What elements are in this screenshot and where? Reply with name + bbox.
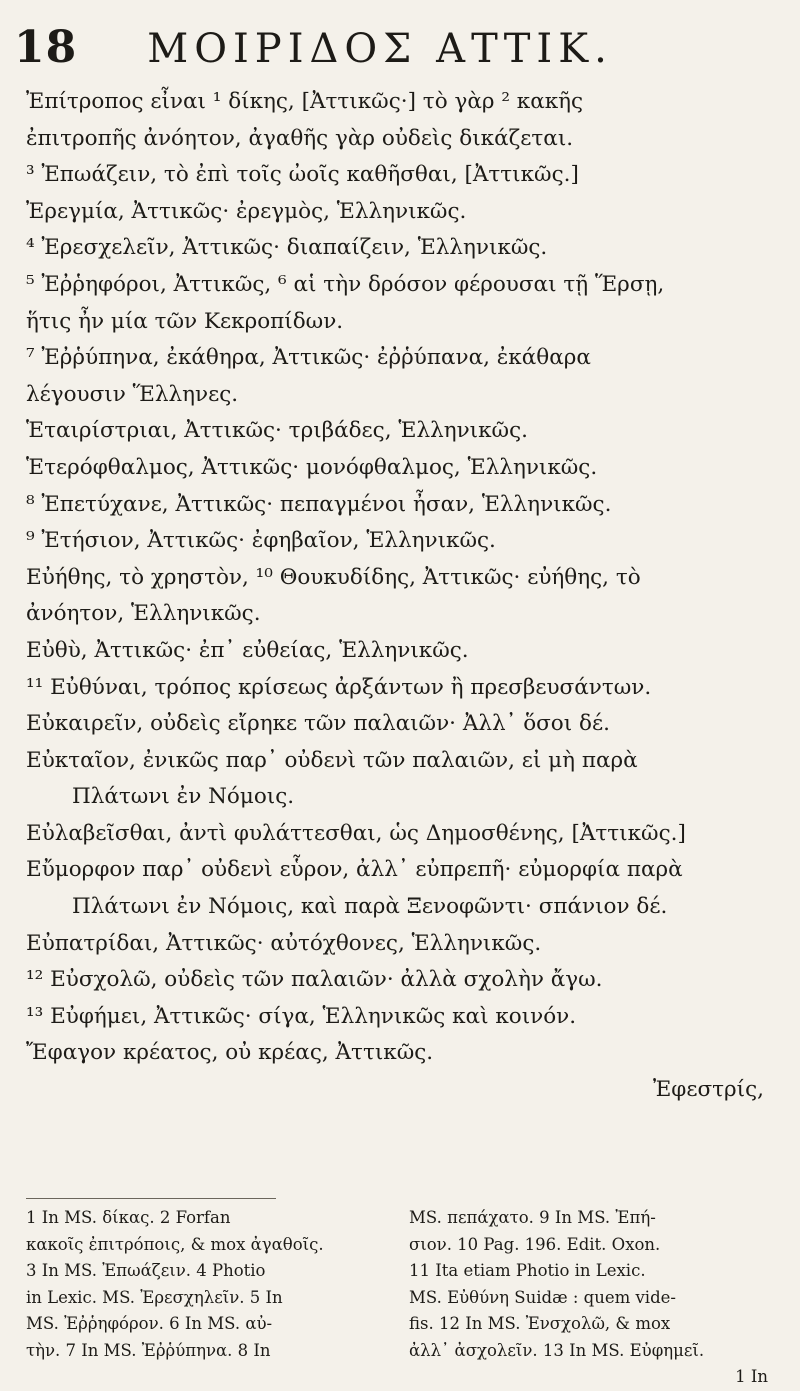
text-line: Ἔφαγον κρέατος, οὐ κρέας, Ἀττικῶς. — [26, 1040, 434, 1066]
text-line: Εὔμορφον παρ᾽ οὐδενὶ εὗρον, ἀλλ᾽ εὐπρεπῆ· εὐμορφία παρὰ — [26, 857, 683, 883]
text-line: ⁴ Ἐρεσχελεῖν, Ἀττικῶς· διαπαίζειν, Ἑλληνικῶς. — [26, 235, 548, 261]
footnotes-left-column — [26, 1205, 391, 1391]
text-line: Ἐρεγμία, Ἀττικῶς· ἐρεγμὸς, Ἑλληνικῶς. — [26, 198, 467, 224]
footnote-line: 11 Ita etiam Photio in Lexic. — [409, 1261, 646, 1280]
lexicon-entries — [26, 84, 774, 1109]
page-header — [14, 22, 760, 78]
text-line: Ἑταιρίστριαι, Ἀττικῶς· τριβάδες, Ἑλληνικῶς. — [26, 418, 528, 444]
page-number: 18 — [14, 22, 78, 73]
text-line: Εὐκταῖον, ἐνικῶς παρ᾽ οὐδενὶ τῶν παλαιῶν, εἰ μὴ παρὰ — [26, 747, 638, 773]
footnote-line: MS. Εὐθύνη Suidæ : quem vide- — [409, 1287, 676, 1307]
footnote-line: 3 In MS. Ἐπωάζειν. 4 Photio — [26, 1261, 266, 1280]
text-line: ¹³ Εὐφήμει, Ἀττικῶς· σίγα, Ἑλληνικῶς καὶ κοινόν. — [26, 1003, 577, 1029]
text-line: Ἑτερόφθαλμος, Ἀττικῶς· μονόφθαλμος, Ἑλληνικῶς. — [26, 454, 598, 480]
running-head: ΜΟΙΡΙΔΟΣ ΑΤΤΙΚ. — [147, 26, 613, 72]
text-line: ἐπιτροπῆς ἀνόητον, ἀγαθῆς γὰρ οὐδεὶς δικάζεται. — [26, 125, 574, 151]
footnote-line: κακοῖς ἐπιτρόποις, & mox ἀγαθοῖς. — [26, 1234, 324, 1254]
text-line: ἥτις ἦν μία τῶν Κεκροπίδων. — [26, 308, 344, 334]
text-line: Εὐκαιρεῖν, οὐδεὶς εἴρηκε τῶν παλαιῶν· Ἀλλ᾽ ὅσοι δέ. — [26, 711, 610, 737]
text-line: ³ Ἐπωάζειν, τὸ ἐπὶ τοῖς ὠοῖς καθῆσθαι, [Ἀττικῶς.] — [26, 162, 579, 188]
footnote-line: 1 In MS. δίκας. 2 Forfan — [26, 1208, 231, 1227]
footnote-line: τὴν. 7 In MS. Ἐῤῥύπηνα. 8 In — [26, 1340, 271, 1360]
text-line: Πλάτωνι ἐν Νόμοις, καὶ παρὰ Ξενοφῶντι· σπάνιον δέ. — [72, 894, 668, 920]
footnote-line: σιον. 10 Pag. 196. Edit. Oxon. — [409, 1234, 661, 1254]
footnote-line: MS. πεπάχατο. 9 In MS. Ἐπή- — [409, 1208, 656, 1227]
footnote-line: fis. 12 In MS. Ἐνσχολῶ, & mox — [409, 1314, 671, 1333]
text-line: ¹¹ Εὐθύναι, τρόπος κρίσεως ἀρξάντων ἢ πρεσβευσάντων. — [26, 674, 652, 700]
footnote-line: in Lexic. MS. Ἐρεσχηλεῖν. 5 In — [26, 1287, 283, 1307]
footnote-line: MS. Ἐῤῥηφόρον. 6 In MS. αὐ- — [26, 1314, 273, 1333]
footnotes — [26, 1205, 774, 1391]
text-line: ⁵ Ἐῤῥηφόροι, Ἀττικῶς, ⁶ αἱ τὴν δρόσον φέρουσαι τῇ Ἕρσῃ, — [26, 271, 665, 297]
text-line: λέγουσιν Ἕλληνες. — [26, 381, 239, 407]
footnotes-right-column — [409, 1205, 774, 1391]
text-line: ⁸ Ἐπετύχανε, Ἀττικῶς· πεπαγμένοι ἦσαν, Ἑλληνικῶς. — [26, 491, 612, 517]
text-line: Εὐθὺ, Ἀττικῶς· ἐπ᾽ εὐθείας, Ἑλληνικῶς. — [26, 637, 469, 663]
text-line: ἀνόητον, Ἑλληνικῶς. — [26, 601, 261, 627]
text-line: Πλάτωνι ἐν Νόμοις. — [72, 784, 295, 810]
text-line: ⁹ Ἐτήσιον, Ἀττικῶς· ἐφηβαῖον, Ἑλληνικῶς. — [26, 528, 496, 554]
text-line: ⁷ Ἐῤῥύπηνα, ἐκάθηρα, Ἀττικῶς· ἐῤῥύπανα, ἐκάθαρα — [26, 345, 591, 371]
text-line: Εὐπατρίδαι, Ἀττικῶς· αὐτόχθονες, Ἑλληνικῶς. — [26, 930, 542, 956]
text-line: ¹² Εὐσχολῶ, οὐδεὶς τῶν παλαιῶν· ἀλλὰ σχολὴν ἄγω. — [26, 967, 603, 993]
footnote-line: ἀλλ᾽ ἀσχολεῖν. 13 In MS. Εὐφημεῖ. — [409, 1340, 705, 1360]
footnote-divider — [26, 1198, 276, 1199]
text-line: Ἐπίτροπος εἶναι ¹ δίκης, [Ἀττικῶς·] τὸ γὰρ ² κακῆς — [26, 89, 584, 114]
footnote-catchword: 1 In — [735, 1367, 768, 1386]
text-line: Εὐήθης, τὸ χρηστὸν, ¹⁰ Θουκυδίδης, Ἀττικῶς· εὐήθης, τὸ — [26, 564, 641, 590]
catchword: Ἐφεστρίς, — [652, 1077, 764, 1103]
text-line: Εὐλαβεῖσθαι, ἀντὶ φυλάττεσθαι, ὡς Δημοσθένης, [Ἀττικῶς.] — [26, 820, 686, 846]
